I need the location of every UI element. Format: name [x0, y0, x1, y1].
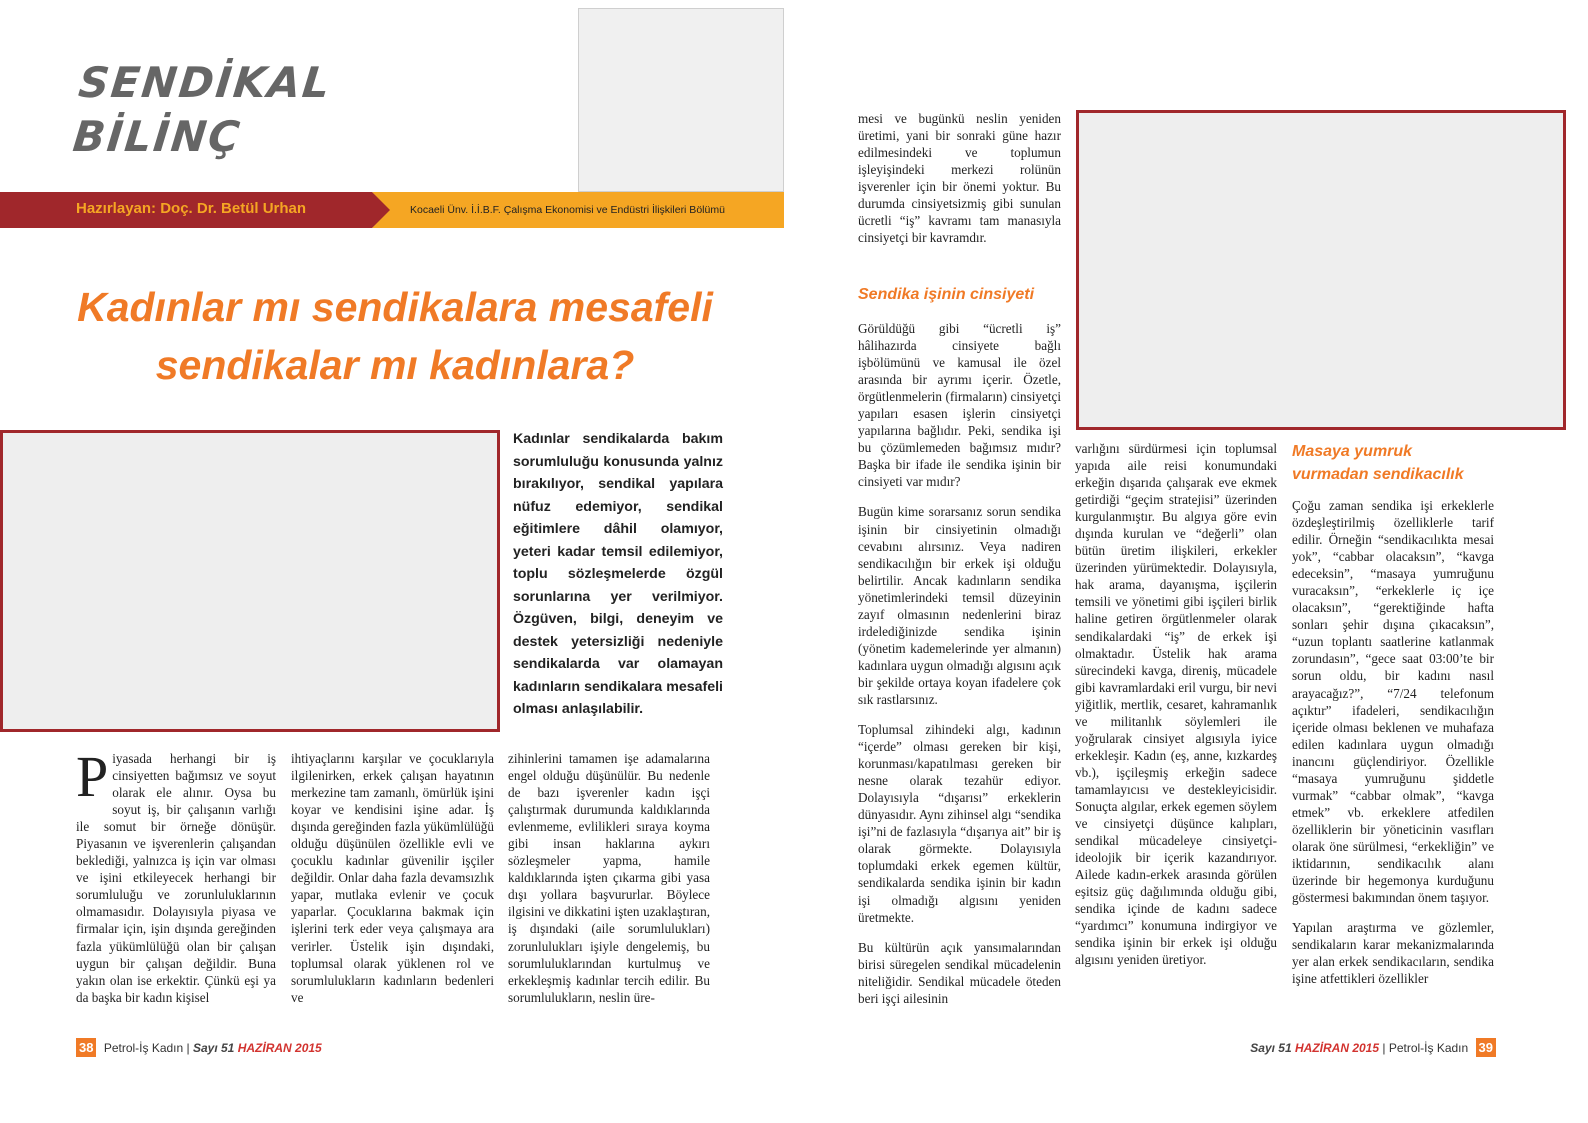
right-col-1-p2: Bugün kime sorarsanız sorun sendika işinin bir cinsiyetinin olmadığı cevabını alırsınız. Veya nadiren sendikacılığın bir erkek işi olduğu belirtilir. Ancak kadınların sendika yönetimlerindeki temsil düzeyinin zayıf olmasının nedenlerini biraz irdelediğinizde sendika işinin (yönetim kademelerinde yer almanın) kadınlara uygun olmadığı algısını açık bir şekilde ortaya koyan ifadelere çok sık rastlarsınız.	[858, 504, 1061, 707]
right-col-1-p1: Görüldüğü gibi “ücretli iş” hâlihazırda cinsiyete bağlı işbölümünü ve kamusal ile özel arasında bir ayrımı içerir. Özetle, örgütlenmelerin (firmaların) cinsiyetçi yapıları esasen işlerin cinsiyetçi yapılarına bağlıdır. Peki, sendika işi bu çözümlemeden bağımsız mıdır? Başka bir ifade ile sendika işinin bir cinsiyeti var mıdır?	[858, 321, 1061, 490]
left-col-1	[76, 744, 276, 1006]
right-col-3	[1292, 497, 1494, 987]
headline-line2: sendikalar mı kadınlara?	[155, 342, 635, 388]
section-title-line1: SENDİKAL	[76, 58, 334, 107]
footer-issue-right: Sayı 51	[1250, 1041, 1292, 1055]
subhead-2-line2: vurmadan sendikacılık	[1292, 466, 1464, 483]
article-photo-sewing	[0, 430, 500, 732]
right-col-3-p2: Yapılan araştırma ve gözlemler, sendikaların karar mekanizmalarında yer alan erkek sendikacıların, sendika işine atfettikleri özellikler	[1292, 920, 1494, 987]
right-col-1	[858, 110, 1061, 246]
subhead-fistless-unionism	[1292, 440, 1464, 486]
section-title-line2: BİLİNÇ	[70, 112, 244, 161]
affiliation: Kocaeli Ünv. İ.İ.B.F. Çalışma Ekonomisi ve Endüstri İlişkileri Bölümü	[410, 204, 725, 216]
lead-paragraph: Kadınlar sendikalarda bakım sorumluluğu konusunda yalnız bırakılıyor, sendikal yapılara nüfuz edemiyor, sendikal eğitimlere dâhil olamıyor, yeteri kadar temsil edilemiyor, toplu sözleşmelerde özgül sorunlarına yer verilmiyor. Özgüven, bilgi, deneyim ve destek yetersizliği nedeniyle sendikalarda var olamayan kadınların sendikalara mesafeli olması anlaşılabilir.	[513, 431, 723, 717]
right-col-1-p4: Bu kültürün açık yansımalarından birisi süregelen sendikal mücadelenin niteliğidir. Sendikal mücadele öteden beri işçi ailesinin	[858, 939, 1061, 1006]
subhead-gender-of-union-work: Sendika işinin cinsiyeti	[858, 286, 1035, 303]
left-col-2: ihtiyaçlarını karşılar ve çocuklarıyla ilgilenirken, erkek çalışan hayatının merkezine tam zamanlı, ömürlük işini koyar ve kendisini işine adar. İş dışında gereğinden fazla yükümlülüğü olduğu düşünülen özellikle evli ve çocuklu kadınlar güvenilir işçiler değildir. Onlar daha fazla devamsızlık yapar, mutlaka evlenir ve çocuk yaparlar. Çocuklarına bakmak için işlerini terk eder veya çalışmaya ara verirler. Üstelik işin dışındaki, toplumsal olarak yüklenen rol ve sorumlulukların kadınların bedenleri ve	[291, 751, 494, 1005]
section-title	[70, 56, 361, 164]
left-footer: 38 Petrol-İş Kadın | Sayı 51 HAZİRAN 2015	[76, 1040, 322, 1055]
right-footer: Sayı 51 HAZİRAN 2015 | Petrol-İş Kadın 39	[1250, 1040, 1496, 1055]
dropcap: P	[76, 744, 109, 809]
subhead-2-line1: Masaya yumruk	[1292, 443, 1413, 460]
footer-month-right: HAZİRAN 2015	[1294, 1041, 1380, 1055]
headline	[30, 278, 760, 394]
author-name: Hazırlayan: Doç. Dr. Betül Urhan	[76, 200, 307, 217]
right-col-1-intro: mesi ve bugünkü neslin yeniden üretimi, yani bir sonraki güne hazır edilmesindeki ve toplumun işleyişindeki merkezi rolünün işverenler için bir önemi yoktur. Bu durumda cinsiyetsizmiş gibi sunulan ücretli “iş” kavramı tam manasıyla cinsiyetçi bir kavramdır.	[858, 111, 1061, 246]
footer-month-left: HAZİRAN 2015	[237, 1041, 322, 1055]
footer-magazine-left: Petrol-İş Kadın	[103, 1041, 184, 1055]
page-number-right: 39	[1476, 1038, 1496, 1057]
right-col-1-body	[858, 320, 1061, 1007]
page-number-left: 38	[76, 1038, 96, 1057]
author-photo	[578, 8, 784, 192]
article-photo-office	[1076, 110, 1566, 430]
footer-magazine-right: Petrol-İş Kadın	[1388, 1041, 1469, 1055]
left-col-1-text: iyasada herhangi bir iş cinsiyetten bağımsız ve soyut olarak ele alınır. Oysa bu soyut iş, bir çalışanın varlığı ile somut bir örneğe dönüşür. Piyasanın ve işverenlerin çalışandan beklediği, yalnızca iş için var olması ve işini etkileyecek herhangi bir sorumluluğu ve zorunluluklarının olmamasıdır. Dolayısıyla piyasa ve firmalar için, işin dışında gereğinden fazla yükümlülüğü olan bir çalışan uygun bir çalışan değildir. Buna yakın olan ise erkektir. Çünkü eşi ya da başka bir kadın kişisel	[76, 751, 276, 1005]
left-col-3: zihinlerini tamamen işe adamalarına engel olduğu düşünülür. Bu nedenle de bazı işverenler kadın işçi çalıştırmak durumunda kaldıklarında evlenmeme, evlilikleri sıraya koyma gibi insan haklarına aykırı sözleşmeler yapma, hamile kaldıklarında işten çıkarma gibi yasa dışı yollara başvururlar. Böylece ilgisini ve dikkatini işten uzaklaştıran, iş dışındaki (aile sorumlulukları) zorunlulukları işiyle dengelemiş, bu sorumluluklarından kurtulmuş ve erkekleşmiş kadınlar tercih edilir. Bu sorumlulukların, neslin üre-	[508, 751, 710, 1005]
right-col-1-p3: Toplumsal zihindeki algı, kadının “içerde” olması gereken bir kişi, korunması/kapatılması gereken bir nesne olarak tezahür ediyor. Dolayısıyla “dışarısı” erkeklerin dünyasıdır. Aynı zihinsel algı “sendika işi”ni de fazlasıyla “dışarıya ait” bir iş olarak görmekte. Dolayısıyla toplumdaki erkek egemen kültür, sendikalarda sendika işinin bir kadın işi olmadığı algısını yeniden üretmekte.	[858, 722, 1061, 925]
right-col-2: varlığını sürdürmesi için toplumsal yapıda aile reisi konumundaki erkeğin dışarıda çalışarak eve ekmek getirdiği “geçim stratejisi” üzerinden kurgulanmıştır. Bu algıya göre evin dışında kurulan ve “değerli” olan bütün üretim ilişkileri, erkekler üzerinden yürümektedir. Dolayısıyla, hak arama, dayanışma, işçilerin temsili ve yönetimi gibi işçileri birlik haline getiren örgütlenmeler olarak sendikalardaki “iş” de erkek işi olmaktadır. Üstelik hak arama sürecindeki kavga, direniş, mücadele gibi kavramlardaki eril vurgu, bir nevi yiğitlik, mertlik, cesaret, kahramanlık ve militanlık söylemleri ile yoğrularak cinsiyet algısıyla iyice erkekleşir. Kadın (eş, anne, kızkardeş vb.), işçileşmiş erkeğin sadece tamamlayıcısı ve destekleyicisidir. Sonuçta algılar, erkek egemen söylem ve cinsiyetçi düşünce kalıpları, sendikal mücadeleye cinsiyetçi-ideolojik bir içerik kazandırıyor. Ailede kadın-erkek arasında görülen eşitsiz güç dağılımında olduğu gibi, sendika içinde de kadını sadece “yardımcı” konumuna indirgiyor ve sendika işinin bir erkek işi olduğu algısını yeniden üretiyor.	[1075, 441, 1277, 968]
right-col-3-p1: Çoğu zaman sendika işi erkeklerle özdeşleştirilmiş özelliklerle tarif edilir. Örneğin “sendikacılıkta mesai yok”, “cabbar olacaksın”, “kavga edeceksin”, “masaya yumruğunu vuracaksın”, “erkeklerle iç içe olacaksın”, “gerektiğinde hafta sonları şehir dışına çıkacaksın”, “uzun toplantı saatlerine katlanmak zorundasın”, “gece saat 03:00’te bir sorun oldu, bir kadını nasıl arayacağız?”, “7/24 telefonum açıktır” ifadeleri, sendikacılığın içeride olması beklenen ve muhafaza edilen kadınlara uygun olmadığı inancını güçlendiriyor. Özellikle “masaya yumruğunu şiddetle vurmak” “cabbar olmak”, “kavga etmek” vb. erkeklere atfedilen özelliklerin bir yöneticinin vasıfları olarak öne sürülmesi, “erkekliğin” ve iktidarının, sendikacılık alanı üzerinde bir hegemonya kurduğunu göstermesi bakımından önem taşıyor.	[1292, 498, 1494, 906]
footer-issue-left: Sayı 51	[192, 1041, 235, 1055]
headline-line1: Kadınlar mı sendikalara mesafeli	[77, 284, 713, 330]
